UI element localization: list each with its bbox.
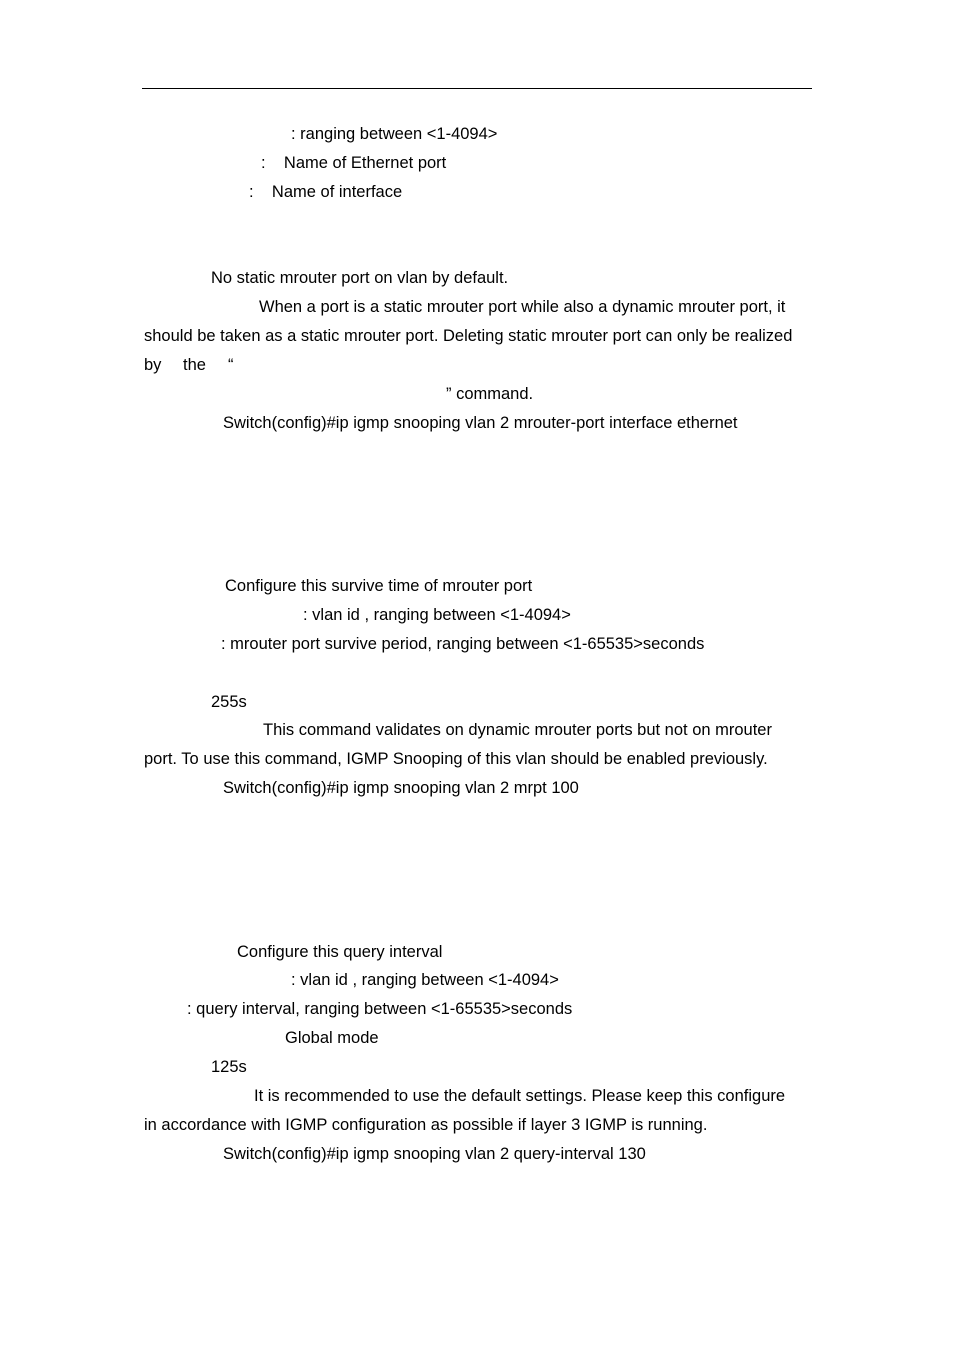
usage-line-2: should be taken as a static mrouter port. Deleting static mrouter port can only be realized	[144, 327, 793, 345]
example-command: Switch(config)#ip igmp snooping vlan 2 mrouter-port interface ethernet	[223, 414, 738, 432]
example-command: Switch(config)#ip igmp snooping vlan 2 query-interval 130	[223, 1145, 646, 1163]
param-interface: : Name of interface	[249, 183, 403, 201]
command-mode: Global mode	[285, 1029, 379, 1047]
default-text: No static mrouter port on vlan by default.	[211, 269, 509, 287]
usage-by: by	[144, 356, 162, 374]
usage-line-2: port. To use this command, IGMP Snooping of this vlan should be enabled previously.	[144, 750, 768, 768]
default-text: 125s	[211, 1058, 247, 1076]
function-text: Configure this survive time of mrouter port	[225, 577, 533, 595]
usage-open-quote: “	[228, 356, 234, 374]
param-ethernet-port: : Name of Ethernet port	[261, 154, 447, 172]
header-rule	[142, 88, 812, 89]
param-query-interval: : query interval, ranging between <1-65535>seconds	[187, 1000, 573, 1018]
param-vlan-id: : vlan id , ranging between <1-4094>	[303, 606, 571, 624]
usage-line-4: ” command.	[446, 385, 534, 403]
param-survive-period: : mrouter port survive period, ranging between <1-65535>seconds	[221, 635, 705, 653]
usage-line-1: This command validates on dynamic mrouter ports but not on mrouter	[263, 721, 772, 739]
param-vlan-range: : ranging between <1-4094>	[291, 125, 498, 143]
usage-line-1: When a port is a static mrouter port while also a dynamic mrouter port, it	[259, 298, 786, 316]
usage-line-1: It is recommended to use the default settings. Please keep this configure	[254, 1087, 786, 1105]
function-text: Configure this query interval	[237, 943, 443, 961]
param-vlan-id: : vlan id , ranging between <1-4094>	[291, 971, 559, 989]
usage-line-2: in accordance with IGMP configuration as possible if layer 3 IGMP is running.	[144, 1116, 708, 1134]
usage-the: the	[183, 356, 206, 374]
default-text: 255s	[211, 693, 247, 711]
example-command: Switch(config)#ip igmp snooping vlan 2 mrpt 100	[223, 779, 579, 797]
